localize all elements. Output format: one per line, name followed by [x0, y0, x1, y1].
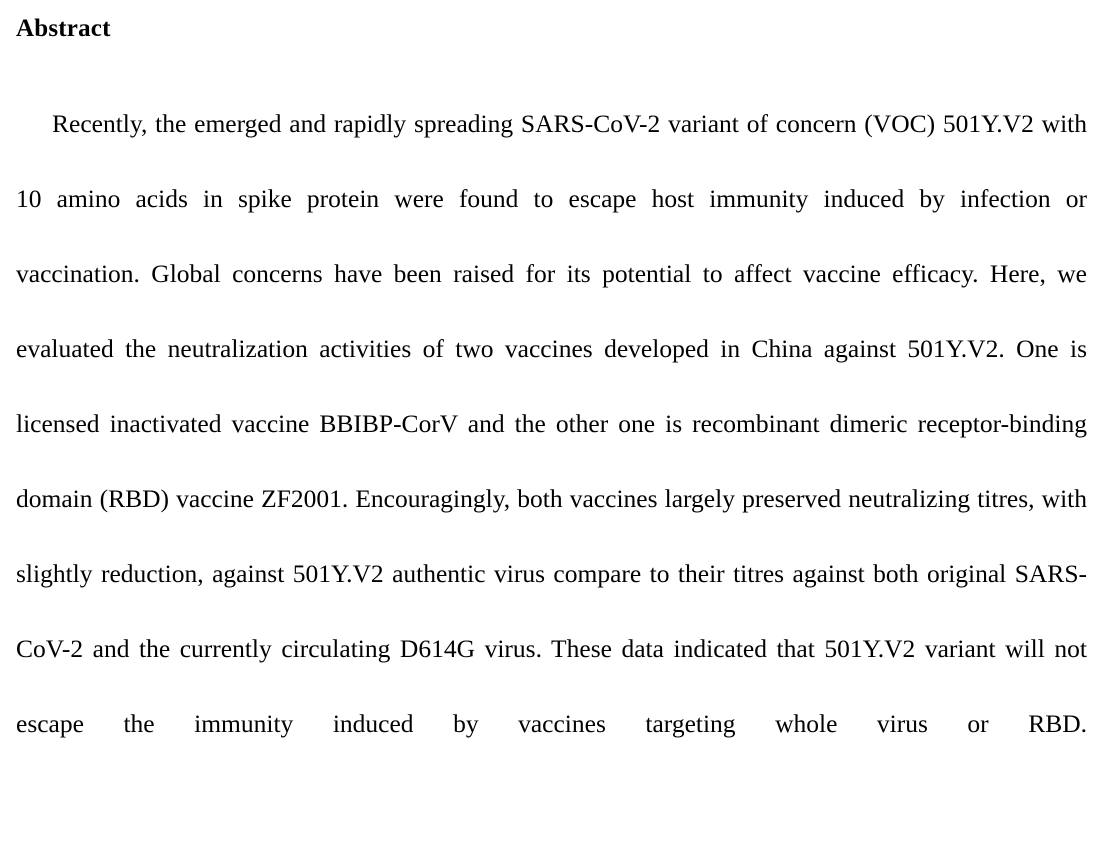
abstract-paragraph: Recently, the emerged and rapidly spreading SARS-CoV-2 variant of concern (VOC) 501Y.V2 with 10 amino acids in spike protein were found to escape host immunity induced by infection or vaccination. Global concerns have been raised for its potential to affect vaccine efficacy. Here, we evaluated the neutralization activities of two vaccines developed in China against 501Y.V2. One is licensed inactivated vaccine BBIBP-CorV and the other one is recombinant dimeric receptor-binding domain (RBD) vaccine ZF2001. Encouragingly, both vaccines largely preserved neutralizing titres, with slightly reduction, against 501Y.V2 authentic virus compare to their titres against both original SARS-CoV-2 and the currently circulating D614G virus. These data indicated that 501Y.V2 variant will not escape the immunity induced by vaccines targeting whole virus or RBD. [16, 109, 1087, 738]
abstract-heading: Abstract [16, 15, 111, 42]
heading-body-spacer [8, 44, 1099, 86]
